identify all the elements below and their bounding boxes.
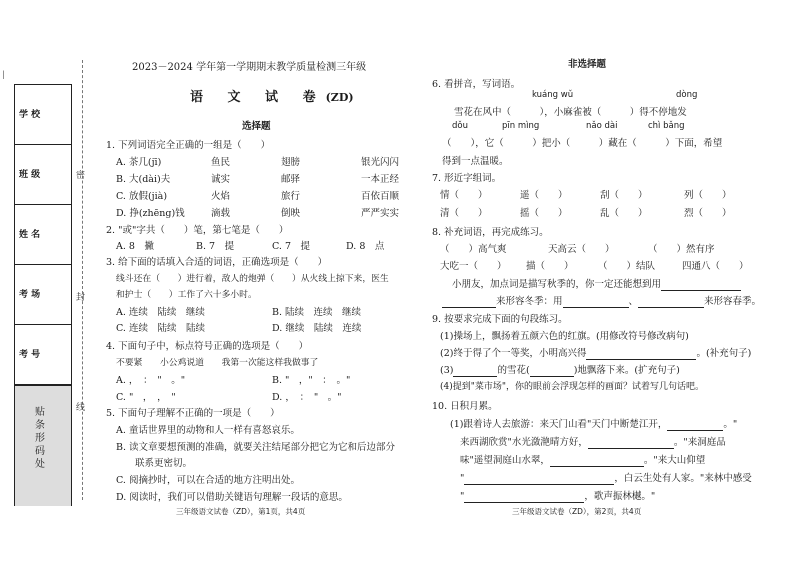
q10-line-3-wrap: [460, 452, 705, 467]
q5-option-a[interactable]: A. 童话世界里的动物和人一样有喜怒哀乐。: [116, 425, 300, 436]
class-field[interactable]: [15, 145, 71, 205]
q5-option-b[interactable]: B. 读文章要想预测的准确，就要关注结尾部分把它为它和后边部分: [116, 442, 396, 453]
section-choice-title: 选择题: [242, 121, 271, 132]
q6-pinyin-3: dǒu: [452, 121, 468, 131]
q9-stem: 9. 按要求完成下面的句段练习。: [432, 314, 568, 325]
q10-line-4-wrap: [460, 470, 752, 485]
q1-c-4: 百依百顺: [361, 191, 400, 202]
q5-option-c[interactable]: C. 阅摘抄时，可以在合适的地方注明出处。: [116, 475, 300, 486]
q1-d-2: 滴载: [211, 208, 231, 219]
q2-option-c[interactable]: C. 7 提: [272, 241, 311, 252]
q2-stem: 2. "或"字共（ ）笔，第七笔是（ ）: [106, 225, 289, 236]
q6-pinyin-6: chì bǎng: [648, 121, 685, 131]
left-margin-ticks: |: [2, 70, 5, 79]
q1-b-3: 邮驿: [281, 174, 301, 185]
q1-c-1[interactable]: C. 放假(jià): [116, 191, 168, 202]
q10-line-2-wrap: [460, 434, 726, 449]
q3-passage-2: 和护士（ ）工作了六十多小时。: [116, 290, 257, 300]
q10-blank-5[interactable]: [464, 491, 584, 503]
q1-a-3: 翅膀: [281, 157, 301, 168]
q10-blank-2[interactable]: [588, 437, 674, 449]
q10-line-4b: ，白云生处有人家。"来林中感受: [614, 473, 752, 484]
q10-line-5b: ，歌声振林樾。": [584, 491, 656, 502]
seal-char-xian: 线: [76, 403, 86, 413]
name-field[interactable]: [15, 205, 71, 265]
q8-blank-1[interactable]: [661, 279, 741, 291]
q10-blank-4[interactable]: [464, 473, 614, 485]
q4-stem: 4. 下面句子中，标点符号正确的选项是（ ）: [106, 341, 309, 352]
q3-stem: 3. 给下面的话填入合适的词语，正确选项是（ ）: [106, 257, 328, 268]
q1-c-3: 旅行: [281, 191, 301, 202]
q10-line-1-wrap: (1)跟着诗人去旅游：来天门山看"天门中断楚江开， 。": [450, 419, 738, 430]
barcode-label: 贴条形码处: [35, 407, 45, 470]
school-field[interactable]: [15, 85, 71, 145]
exam-title: 2023－2024 学年第一学期期末教学质量检测三年级: [132, 62, 367, 73]
q6-pinyin-2: dòng: [676, 90, 698, 100]
exam-number-field[interactable]: [15, 325, 71, 385]
q1-stem: 1. 下列词语完全正确的一组是（ ）: [106, 140, 271, 151]
q10-line-2: 来西湖欣赏"水光潋滟晴方好，: [460, 437, 588, 448]
q9-blank-3[interactable]: [530, 365, 574, 377]
q4-sentence: 不要紧 小公鸡说道 我第一次能这样我做事了: [116, 358, 319, 368]
class-label: 班 级: [19, 170, 41, 180]
q8-line-2-wrap: [442, 293, 761, 308]
q8-line-1: 小朋友，加点词是描写秋季的，你一定还能想到用: [452, 279, 662, 290]
q7-stem: 7. 形近字组词。: [432, 173, 502, 184]
q8-line-4: 来形容春季。: [704, 296, 762, 307]
q3-passage-1: 线斗还在（ ）进行着，敌人的炮弹（ ）从火线上掠下来，医生: [116, 274, 389, 284]
q10-line-3b: 。"来大山仰望: [643, 455, 706, 466]
paper-title-wrap: [190, 86, 354, 105]
seal-char-feng: 封: [76, 293, 86, 303]
q1-a-1[interactable]: A. 茶几(jī): [116, 157, 162, 168]
q8-line-3: 、: [628, 296, 639, 307]
exam-room-label: 考 场: [19, 290, 41, 300]
q10-blank-1[interactable]: [667, 419, 723, 431]
q1-b-4: 一本正经: [361, 174, 400, 185]
q7-r2-1[interactable]: 清（ ）: [440, 208, 488, 219]
q1-b-2: 诚实: [211, 174, 231, 185]
q10-stem: 10. 日积月累。: [432, 401, 498, 412]
q6-pinyin-5: nǎo dài: [586, 121, 618, 131]
q8-w2-3[interactable]: （ ）结队: [598, 261, 656, 272]
q8-line-2: 来形容冬季：用: [496, 296, 563, 307]
q1-b-1[interactable]: B. 大(dài)夫: [116, 174, 171, 185]
q10-line-5-wrap: [460, 488, 655, 503]
q8-blank-4[interactable]: [638, 296, 704, 308]
seal-line: [82, 60, 83, 500]
student-info-panel: [14, 84, 72, 506]
q5-option-d[interactable]: D. 阅读时，我们可以借助关键语句理解一段话的意思。: [116, 492, 348, 503]
q2-option-b[interactable]: B. 7 提: [196, 241, 235, 252]
q4-option-b[interactable]: B. " ，" ： 。": [272, 375, 351, 386]
q9-item-2-wrap: [440, 345, 751, 360]
q9-item-3-wrap: [440, 362, 680, 377]
q1-a-2: 鱼民: [211, 157, 231, 168]
q9-item-3-mid: 的雪花(: [497, 365, 530, 376]
q10-line-1: (1)跟着诗人去旅游：来天门山看"天门中断楚江开，: [450, 419, 668, 430]
left-page-footer: 三年级语文试卷（ZD），第1页，共4页: [176, 507, 306, 516]
q8-w1-3[interactable]: （ ）然有序: [648, 244, 715, 255]
exam-room-field[interactable]: [15, 265, 71, 325]
q1-d-1[interactable]: D. 挣(zhēng)钱: [116, 208, 185, 219]
q6-line-2[interactable]: （ ），它（ ）把小（ ）藏在（ ）下面，希望: [442, 138, 723, 149]
q8-w2-2[interactable]: 描（ ）: [526, 261, 574, 272]
q9-item-3: (3): [440, 365, 454, 376]
q7-r1-2[interactable]: 遥（ ）: [520, 190, 568, 201]
q3-option-c[interactable]: C. 连续 陆续 陆续: [116, 323, 205, 334]
q10-blank-3[interactable]: [550, 455, 644, 467]
q7-r1-4[interactable]: 列（ ）: [684, 190, 732, 201]
paper-title: 语 文 试 卷: [190, 90, 326, 105]
q10-line-2b: 。"来洞庭品: [673, 437, 726, 448]
q3-option-b[interactable]: B. 陆续 连续 继续: [272, 307, 362, 318]
q1-a-4: 银光闪闪: [361, 157, 400, 168]
q5-stem: 5. 下面句子理解不正确的一项是（ ）: [106, 408, 280, 419]
q6-pinyin-4: pīn mìng: [502, 121, 540, 131]
q10-line-5: ": [460, 491, 465, 502]
exam-number-label: 考 号: [19, 350, 41, 360]
q9-blank-1[interactable]: [586, 348, 696, 360]
q9-item-3-end: )地飘落下来。(扩充句子): [573, 365, 680, 376]
q3-option-a[interactable]: A. 连续 陆续 继续: [116, 307, 205, 318]
q9-blank-2[interactable]: [453, 365, 497, 377]
q9-item-1[interactable]: (1)操场上，飘扬着五颜六色的红旗。(用修改符号修改病句): [440, 331, 689, 342]
q8-blank-2[interactable]: [442, 296, 496, 308]
q4-option-a[interactable]: A. ， ： " 。": [116, 375, 186, 386]
barcode-area: [15, 385, 71, 506]
right-page-footer: 三年级语文试卷（ZD），第2页，共4页: [512, 507, 642, 516]
q7-r1-3[interactable]: 刮（ ）: [600, 190, 648, 201]
q9-item-2: (2)终于得了个一等奖，小明高兴得: [440, 348, 587, 359]
q2-option-a[interactable]: A. 8 撇: [116, 241, 154, 252]
q9-item-4[interactable]: (4)提到"菜市场"，你的眼前会浮现怎样的画面？试着写几句话吧。: [440, 382, 705, 392]
q8-line-1-wrap: [452, 276, 741, 291]
q4-option-c[interactable]: C. " ， ， ": [116, 392, 176, 403]
seal-char-mi: 密: [76, 171, 86, 181]
q8-w1-2[interactable]: 天高云（ ）: [548, 244, 615, 255]
q8-blank-3[interactable]: [563, 296, 629, 308]
q7-r1-1[interactable]: 情（ ）: [440, 190, 488, 201]
q6-line-3: 得到一点温暖。: [442, 156, 509, 167]
q5-option-b-cont: 联系更密切。: [116, 458, 193, 469]
q1-d-4: 严严实实: [361, 208, 400, 219]
q1-c-2: 火焰: [211, 191, 231, 202]
section-nonchoice-title: 非选择题: [568, 59, 607, 70]
q8-stem: 8. 补充词语，再完成练习。: [432, 227, 549, 238]
paper-code: (ZD): [325, 91, 354, 104]
name-label: 姓 名: [19, 230, 41, 240]
q7-r2-3[interactable]: 乱（ ）: [600, 208, 648, 219]
q9-item-2-end: 。(补充句子): [696, 348, 752, 359]
school-label: 学 校: [19, 110, 41, 120]
q6-line-1[interactable]: 雪花在风中（ ），小麻雀被（ ）得不停地发: [454, 107, 687, 118]
q6-pinyin-1: kuáng wǔ: [532, 90, 574, 100]
q6-stem: 6. 看拼音，写词语。: [432, 79, 521, 90]
q8-w2-4[interactable]: 四通八（ ）: [682, 261, 749, 272]
q2-option-d[interactable]: D. 8 点: [346, 241, 385, 252]
q4-option-d[interactable]: D. ， ： " 。": [272, 392, 342, 403]
q7-r2-2[interactable]: 摇（ ）: [520, 208, 568, 219]
q10-line-3: 味"遥望洞庭山水翠，: [460, 455, 550, 466]
q7-r2-4[interactable]: 烈（ ）: [684, 208, 732, 219]
q10-line-4: ": [460, 473, 465, 484]
q1-d-3: 倒映: [281, 208, 301, 219]
q3-option-d[interactable]: D. 继续 陆续 连续: [272, 323, 362, 334]
q8-w2-1[interactable]: 大吃一（ ）: [440, 261, 507, 272]
q8-w1-1[interactable]: （ ）高气爽: [440, 244, 507, 255]
